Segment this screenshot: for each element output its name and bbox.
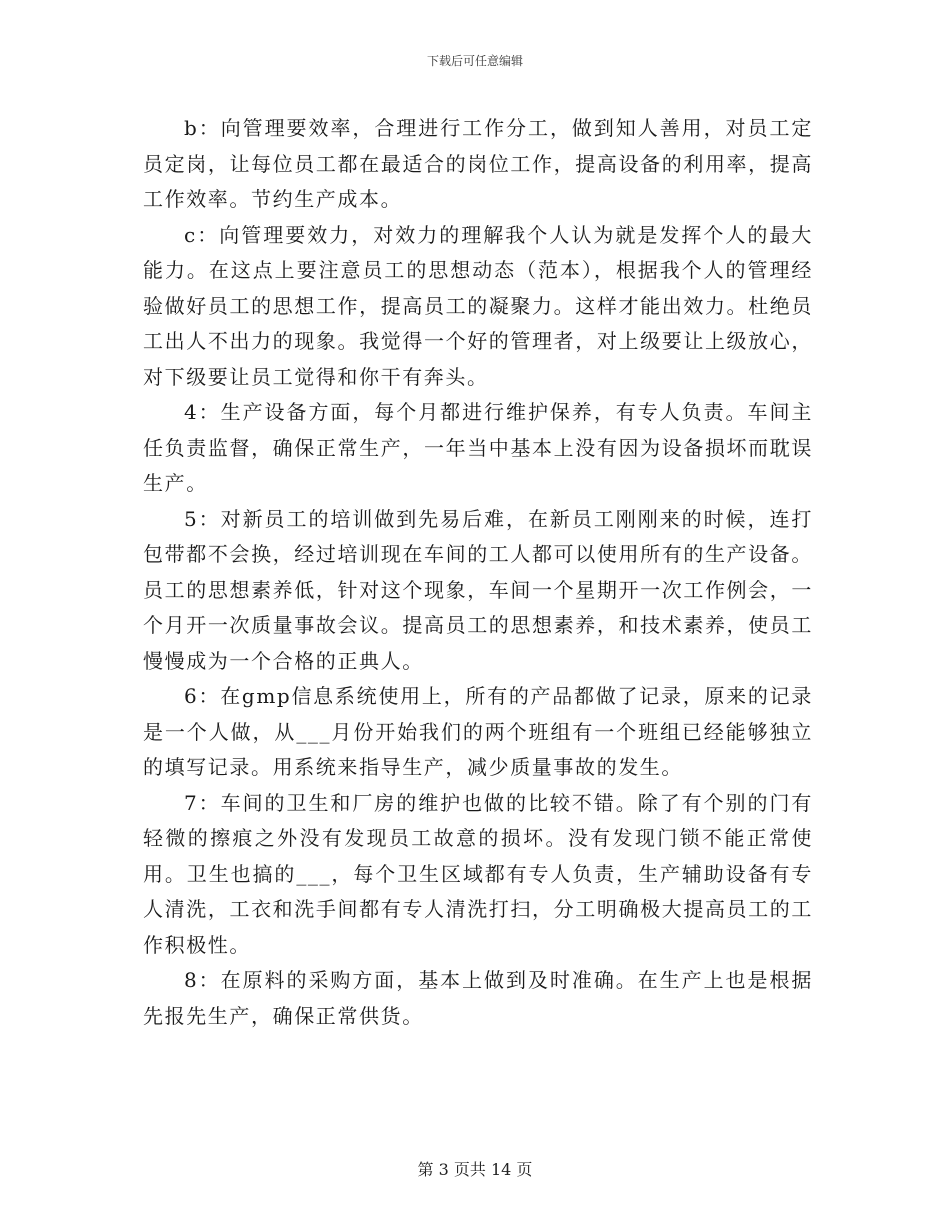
paragraph-b: b：向管理要效率，合理进行工作分工，做到知人善用，对员工定员定岗，让每位员工都在最适合的岗位工作，提高设备的利用率，提高工作效率。节约生产成本。 bbox=[143, 116, 813, 211]
document-body bbox=[143, 111, 813, 1034]
paragraph-4: 4：生产设备方面，每个月都进行维护保养，有专人负责。车间主任负责监督，确保正常生产，一年当中基本上没有因为设备损坏而耽误生产。 bbox=[143, 400, 813, 495]
paragraph-c: c：向管理要效力，对效力的理解我个人认为就是发挥个人的最大能力。在这点上要注意员工的思想动态（范本），根据我个人的管理经验做好员工的思想工作，提高员工的凝聚力。这样才能出效力。杜绝员工出人不出力的现象。我觉得一个好的管理者，对上级要让上级放心，对下级要让员工觉得和你干有奔头。 bbox=[143, 222, 813, 389]
page-number: 第 3 页共 14 页 bbox=[417, 1160, 533, 1179]
paragraph-5: 5：对新员工的培训做到先易后难，在新员工刚刚来的时候，连打包带都不会换，经过培训现在车间的工人都可以使用所有的生产设备。员工的思想素养低，针对这个现象，车间一个星期开一次工作例会，一个月开一次质量事故会议。提高员工的思想素养，和技术素养，使员工慢慢成为一个合格的正典人。 bbox=[143, 506, 813, 673]
paragraph-7: 7：车间的卫生和厂房的维护也做的比较不错。除了有个别的门有轻微的擦痕之外没有发现员工故意的损坏。没有发现门锁不能正常使用。卫生也搞的___，每个卫生区域都有专人负责，生产辅助设备有专人清洗，工衣和洗手间都有专人清洗打扫，分工明确极大提高员工的工作积极性。 bbox=[143, 790, 813, 957]
page-header: 下载后可任意编辑 bbox=[426, 54, 523, 68]
paragraph-6: 6：在gmp信息系统使用上，所有的产品都做了记录，原来的记录是一个人做，从___月份开始我们的两个班组有一个班组已经能够独立的填写记录。用系统来指导生产，减少质量事故的发生。 bbox=[143, 684, 813, 779]
paragraph-8: 8：在原料的采购方面，基本上做到及时准确。在生产上也是根据先报先生产，确保正常供货。 bbox=[143, 968, 813, 1028]
